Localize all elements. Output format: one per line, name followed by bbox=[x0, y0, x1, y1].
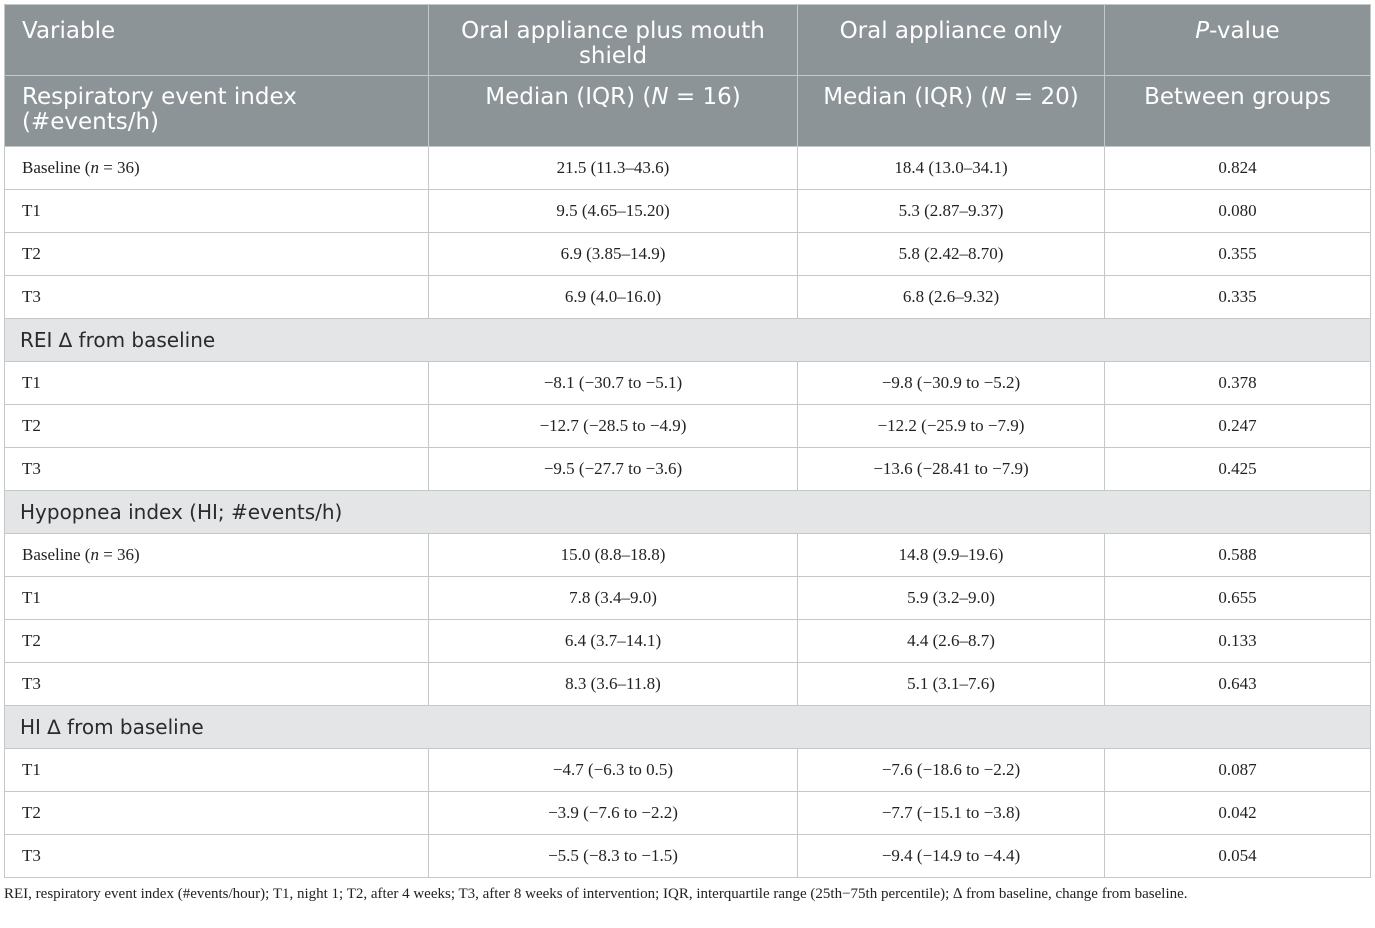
cell-pvalue: 0.247 bbox=[1105, 405, 1371, 448]
cell-group2: −13.6 (−28.41 to −7.9) bbox=[798, 448, 1105, 491]
cell-group2: −9.8 (−30.9 to −5.2) bbox=[798, 362, 1105, 405]
subheader-group1-median bbox=[429, 76, 798, 147]
row-label: T1 bbox=[5, 190, 429, 233]
row-label: T1 bbox=[5, 749, 429, 792]
cell-group1: 8.3 (3.6–11.8) bbox=[429, 663, 798, 706]
section-row-hypopnea bbox=[5, 491, 1371, 534]
cell-pvalue: 0.643 bbox=[1105, 663, 1371, 706]
cell-group2: 6.8 (2.6–9.32) bbox=[798, 276, 1105, 319]
cell-pvalue: 0.335 bbox=[1105, 276, 1371, 319]
cell-pvalue: 0.588 bbox=[1105, 534, 1371, 577]
cell-group2: −9.4 (−14.9 to −4.4) bbox=[798, 835, 1105, 878]
cell-group1: 6.4 (3.7–14.1) bbox=[429, 620, 798, 663]
cell-group1: −8.1 (−30.7 to −5.1) bbox=[429, 362, 798, 405]
cell-group2: 4.4 (2.6–8.7) bbox=[798, 620, 1105, 663]
table-row bbox=[5, 362, 1371, 405]
cell-group2: −7.6 (−18.6 to −2.2) bbox=[798, 749, 1105, 792]
results-table bbox=[4, 4, 1371, 878]
cell-group2: 14.8 (9.9–19.6) bbox=[798, 534, 1105, 577]
header-pvalue-rest: -value bbox=[1209, 18, 1280, 44]
table-row bbox=[5, 534, 1371, 577]
row-label-text: Baseline ( bbox=[22, 158, 91, 177]
row-label: T1 bbox=[5, 577, 429, 620]
cell-pvalue: 0.133 bbox=[1105, 620, 1371, 663]
table-row bbox=[5, 749, 1371, 792]
cell-pvalue: 0.655 bbox=[1105, 577, 1371, 620]
row-label: T1 bbox=[5, 362, 429, 405]
row-label: T3 bbox=[5, 663, 429, 706]
row-label: T2 bbox=[5, 233, 429, 276]
subheader-between-groups: Between groups bbox=[1105, 76, 1371, 147]
cell-pvalue: 0.087 bbox=[1105, 749, 1371, 792]
cell-pvalue: 0.355 bbox=[1105, 233, 1371, 276]
subheader-group1-text: Median (IQR) ( bbox=[485, 84, 652, 110]
cell-group2: −12.2 (−25.9 to −7.9) bbox=[798, 405, 1105, 448]
cell-group1: 6.9 (4.0–16.0) bbox=[429, 276, 798, 319]
subheader-row bbox=[5, 76, 1371, 147]
cell-group1: 15.0 (8.8–18.8) bbox=[429, 534, 798, 577]
cell-pvalue: 0.378 bbox=[1105, 362, 1371, 405]
header-variable: Variable bbox=[5, 5, 429, 76]
section-title: Hypopnea index (HI; #events/h) bbox=[5, 491, 1371, 534]
table-row bbox=[5, 792, 1371, 835]
cell-group2: 18.4 (13.0–34.1) bbox=[798, 147, 1105, 190]
cell-group1: −3.9 (−7.6 to −2.2) bbox=[429, 792, 798, 835]
header-group-mouth-shield: Oral appliance plus mouth shield bbox=[429, 5, 798, 76]
row-label-text: Baseline ( bbox=[22, 545, 91, 564]
table-row bbox=[5, 663, 1371, 706]
table-row bbox=[5, 233, 1371, 276]
subheader-rei: Respiratory event index (#events/h) bbox=[5, 76, 429, 147]
subheader-group1-count: = 16) bbox=[668, 84, 741, 110]
subheader-group2-median bbox=[798, 76, 1105, 147]
table-row bbox=[5, 276, 1371, 319]
section-title: REI ∆ from baseline bbox=[5, 319, 1371, 362]
cell-group2: 5.8 (2.42–8.70) bbox=[798, 233, 1105, 276]
table-row bbox=[5, 577, 1371, 620]
table-row bbox=[5, 190, 1371, 233]
cell-group2: 5.3 (2.87–9.37) bbox=[798, 190, 1105, 233]
cell-group1: 7.8 (3.4–9.0) bbox=[429, 577, 798, 620]
row-label: T2 bbox=[5, 405, 429, 448]
cell-group2: 5.1 (3.1–7.6) bbox=[798, 663, 1105, 706]
subheader-group2-text: Median (IQR) ( bbox=[823, 84, 990, 110]
subheader-group2-n: N bbox=[989, 84, 1007, 110]
section-row-hi-delta bbox=[5, 706, 1371, 749]
row-label: T2 bbox=[5, 620, 429, 663]
header-row bbox=[5, 5, 1371, 76]
cell-group1: 21.5 (11.3–43.6) bbox=[429, 147, 798, 190]
table-footnote: REI, respiratory event index (#events/hour); T1, night 1; T2, after 4 weeks; T3, after 8 weeks of intervention; IQR, interquartile range (25th−75th percentile); ∆ from baseline, change from baseline. bbox=[4, 886, 1188, 902]
row-label-count: = 36) bbox=[98, 545, 140, 564]
table-row bbox=[5, 448, 1371, 491]
cell-group1: −9.5 (−27.7 to −3.6) bbox=[429, 448, 798, 491]
cell-group1: −12.7 (−28.5 to −4.9) bbox=[429, 405, 798, 448]
table-row bbox=[5, 405, 1371, 448]
row-label: T3 bbox=[5, 448, 429, 491]
cell-group1: −4.7 (−6.3 to 0.5) bbox=[429, 749, 798, 792]
section-row-rei-delta bbox=[5, 319, 1371, 362]
header-group-appliance-only: Oral appliance only bbox=[798, 5, 1105, 76]
subheader-group2-count: = 20) bbox=[1006, 84, 1079, 110]
row-label: T3 bbox=[5, 835, 429, 878]
header-pvalue bbox=[1105, 5, 1371, 76]
row-label: T3 bbox=[5, 276, 429, 319]
row-label bbox=[5, 147, 429, 190]
row-label-n: n bbox=[90, 545, 99, 564]
cell-pvalue: 0.054 bbox=[1105, 835, 1371, 878]
cell-group2: 5.9 (3.2–9.0) bbox=[798, 577, 1105, 620]
cell-pvalue: 0.425 bbox=[1105, 448, 1371, 491]
table-row bbox=[5, 620, 1371, 663]
row-label bbox=[5, 534, 429, 577]
header-pvalue-p: P bbox=[1195, 18, 1210, 44]
cell-group1: 9.5 (4.65–15.20) bbox=[429, 190, 798, 233]
row-label-n: n bbox=[90, 158, 99, 177]
table-row bbox=[5, 147, 1371, 190]
row-label-count: = 36) bbox=[98, 158, 140, 177]
cell-pvalue: 0.080 bbox=[1105, 190, 1371, 233]
row-label: T2 bbox=[5, 792, 429, 835]
section-title: HI ∆ from baseline bbox=[5, 706, 1371, 749]
cell-pvalue: 0.042 bbox=[1105, 792, 1371, 835]
cell-group2: −7.7 (−15.1 to −3.8) bbox=[798, 792, 1105, 835]
subheader-group1-n: N bbox=[651, 84, 669, 110]
cell-group1: −5.5 (−8.3 to −1.5) bbox=[429, 835, 798, 878]
table-row bbox=[5, 835, 1371, 878]
cell-pvalue: 0.824 bbox=[1105, 147, 1371, 190]
cell-group1: 6.9 (3.85–14.9) bbox=[429, 233, 798, 276]
